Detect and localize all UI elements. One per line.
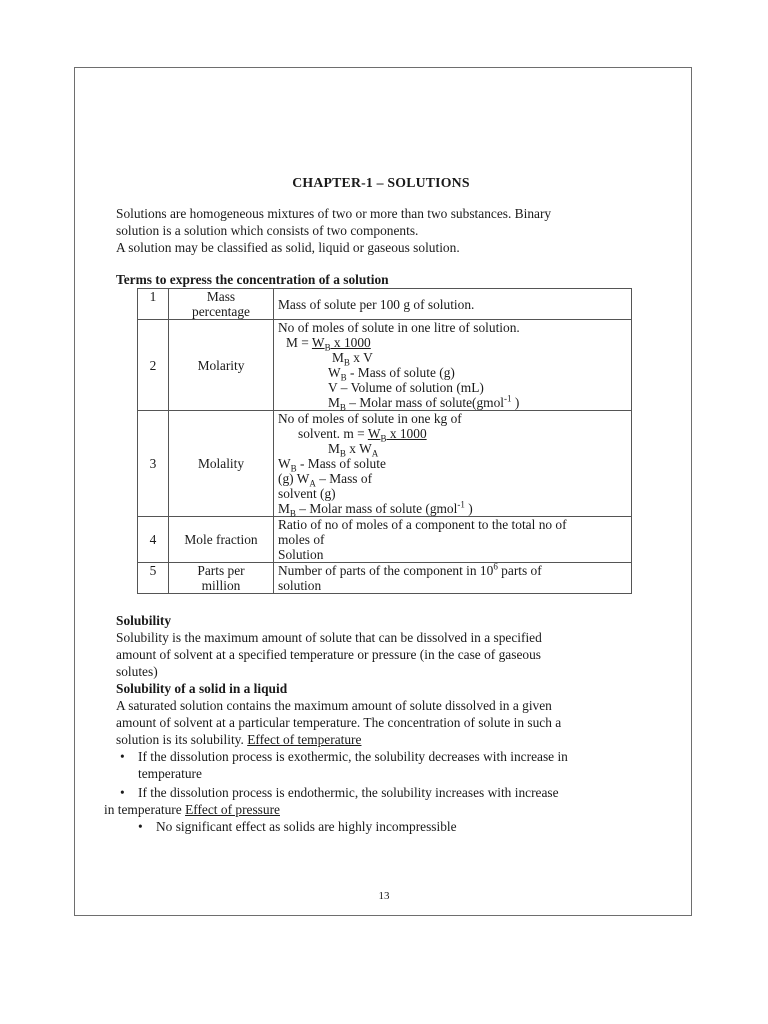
page-number: 13 [378,890,390,902]
definition-cell: Mass of solute per 100 g of solution. [274,289,632,320]
table-row [138,289,632,320]
row-number: 2 [138,320,169,411]
paragraph-line: solutes) [116,664,158,679]
intro-line-3: A solution may be classified as solid, liquid or gaseous solution. [116,240,460,255]
list-item: • If the dissolution process is endothermic, the solubility increases with increase [116,784,646,801]
definition-line: $M_B$ – Molar mass of solute (gmol$^{-1}$ ) [278,499,473,519]
definition-line: $W_B$ - Mass of solute (g) [328,365,455,383]
list-item: • No significant effect as solids are highly incompressible [134,818,646,835]
definition-cell [274,517,632,563]
row-number: 4 [138,517,169,563]
row-number: 3 [138,411,169,517]
definition-line: Number of parts of the component in $10^6$ parts of [278,561,542,578]
term-cell: Molarity [169,320,274,411]
term-cell: Mole fraction [169,517,274,563]
formula-line: $M = W_B$ x 1000 [286,335,371,353]
definition-cell [274,563,632,594]
formula-line: $M_B$ x V [332,350,373,368]
term-cell [169,563,274,594]
bullet-list [116,748,646,801]
definition-line: Solution [278,547,324,562]
paragraph-line: amount of solvent at a specified temperature or pressure (in the case of gaseous [116,647,541,662]
subheading-temperature: Effect of temperature [247,732,362,747]
term-text: percentage [192,304,250,319]
table-row [138,411,632,517]
paragraph-line: amount of solvent at a particular temperature. The concentration of solute in such a [116,715,562,730]
formula-line: solvent. $m = W_B$ x 1000 [298,426,427,444]
paragraph-line: solution is its solubility. Effect of temperature [116,732,362,747]
table-row [138,517,632,563]
section-heading: Solubility of a solid in a liquid [116,681,288,696]
table-row [138,563,632,594]
definition-line: (g) $W_A$ – Mass of [278,471,373,489]
definition-cell [274,320,632,411]
intro-line-2: solution is a solution which consists of two components. [116,223,419,238]
definition-line: $W_B$ - Mass of solute [278,456,386,474]
definition-line: Ratio of no of moles of a component to the total no of [278,517,567,532]
list-item: • If the dissolution process is exothermic, the solubility decreases with increase in temperature [116,748,646,782]
row-number: 5 [138,563,169,594]
chapter-title: CHAPTER-1 – SOLUTIONS [292,175,470,190]
term-text: Parts per [197,563,245,578]
document-body [104,174,646,835]
concentration-table [137,288,632,594]
definition-line: solution [278,578,322,593]
table-row [138,320,632,411]
bullet-list [134,818,646,835]
definition-cell [274,411,632,517]
paragraph-line: Solubility is the maximum amount of solute that can be dissolved in a specified [116,630,542,645]
term-text: Mass [206,289,236,304]
section-heading: Solubility [116,613,172,628]
formula-line: $M_B$ x $W_A$ [328,441,379,459]
term-text: million [201,578,241,593]
definition-line: $M_B$ – Molar mass of solute(gmol$^{-1}$ ) [328,393,520,413]
table-heading: Terms to express the concentration of a solution [116,272,389,287]
term-cell: Molality [169,411,274,517]
paragraph-line: A saturated solution contains the maximum amount of solute dissolved in a given [116,698,552,713]
intro-line-1: Solutions are homogeneous mixtures of two or more than two substances. Binary [116,206,552,221]
paragraph-line: in temperature Effect of pressure [104,802,280,817]
definition-line: moles of [278,532,325,547]
definition-line: No of moles of solute in one kg of [278,411,462,426]
term-cell [169,289,274,320]
definition-line: solvent (g) [278,486,336,501]
definition-line: No of moles of solute in one litre of solution. [278,320,520,335]
definition-line: V – Volume of solution (mL) [328,380,484,395]
row-number: 1 [138,289,169,320]
subheading-pressure: Effect of pressure [185,802,280,817]
